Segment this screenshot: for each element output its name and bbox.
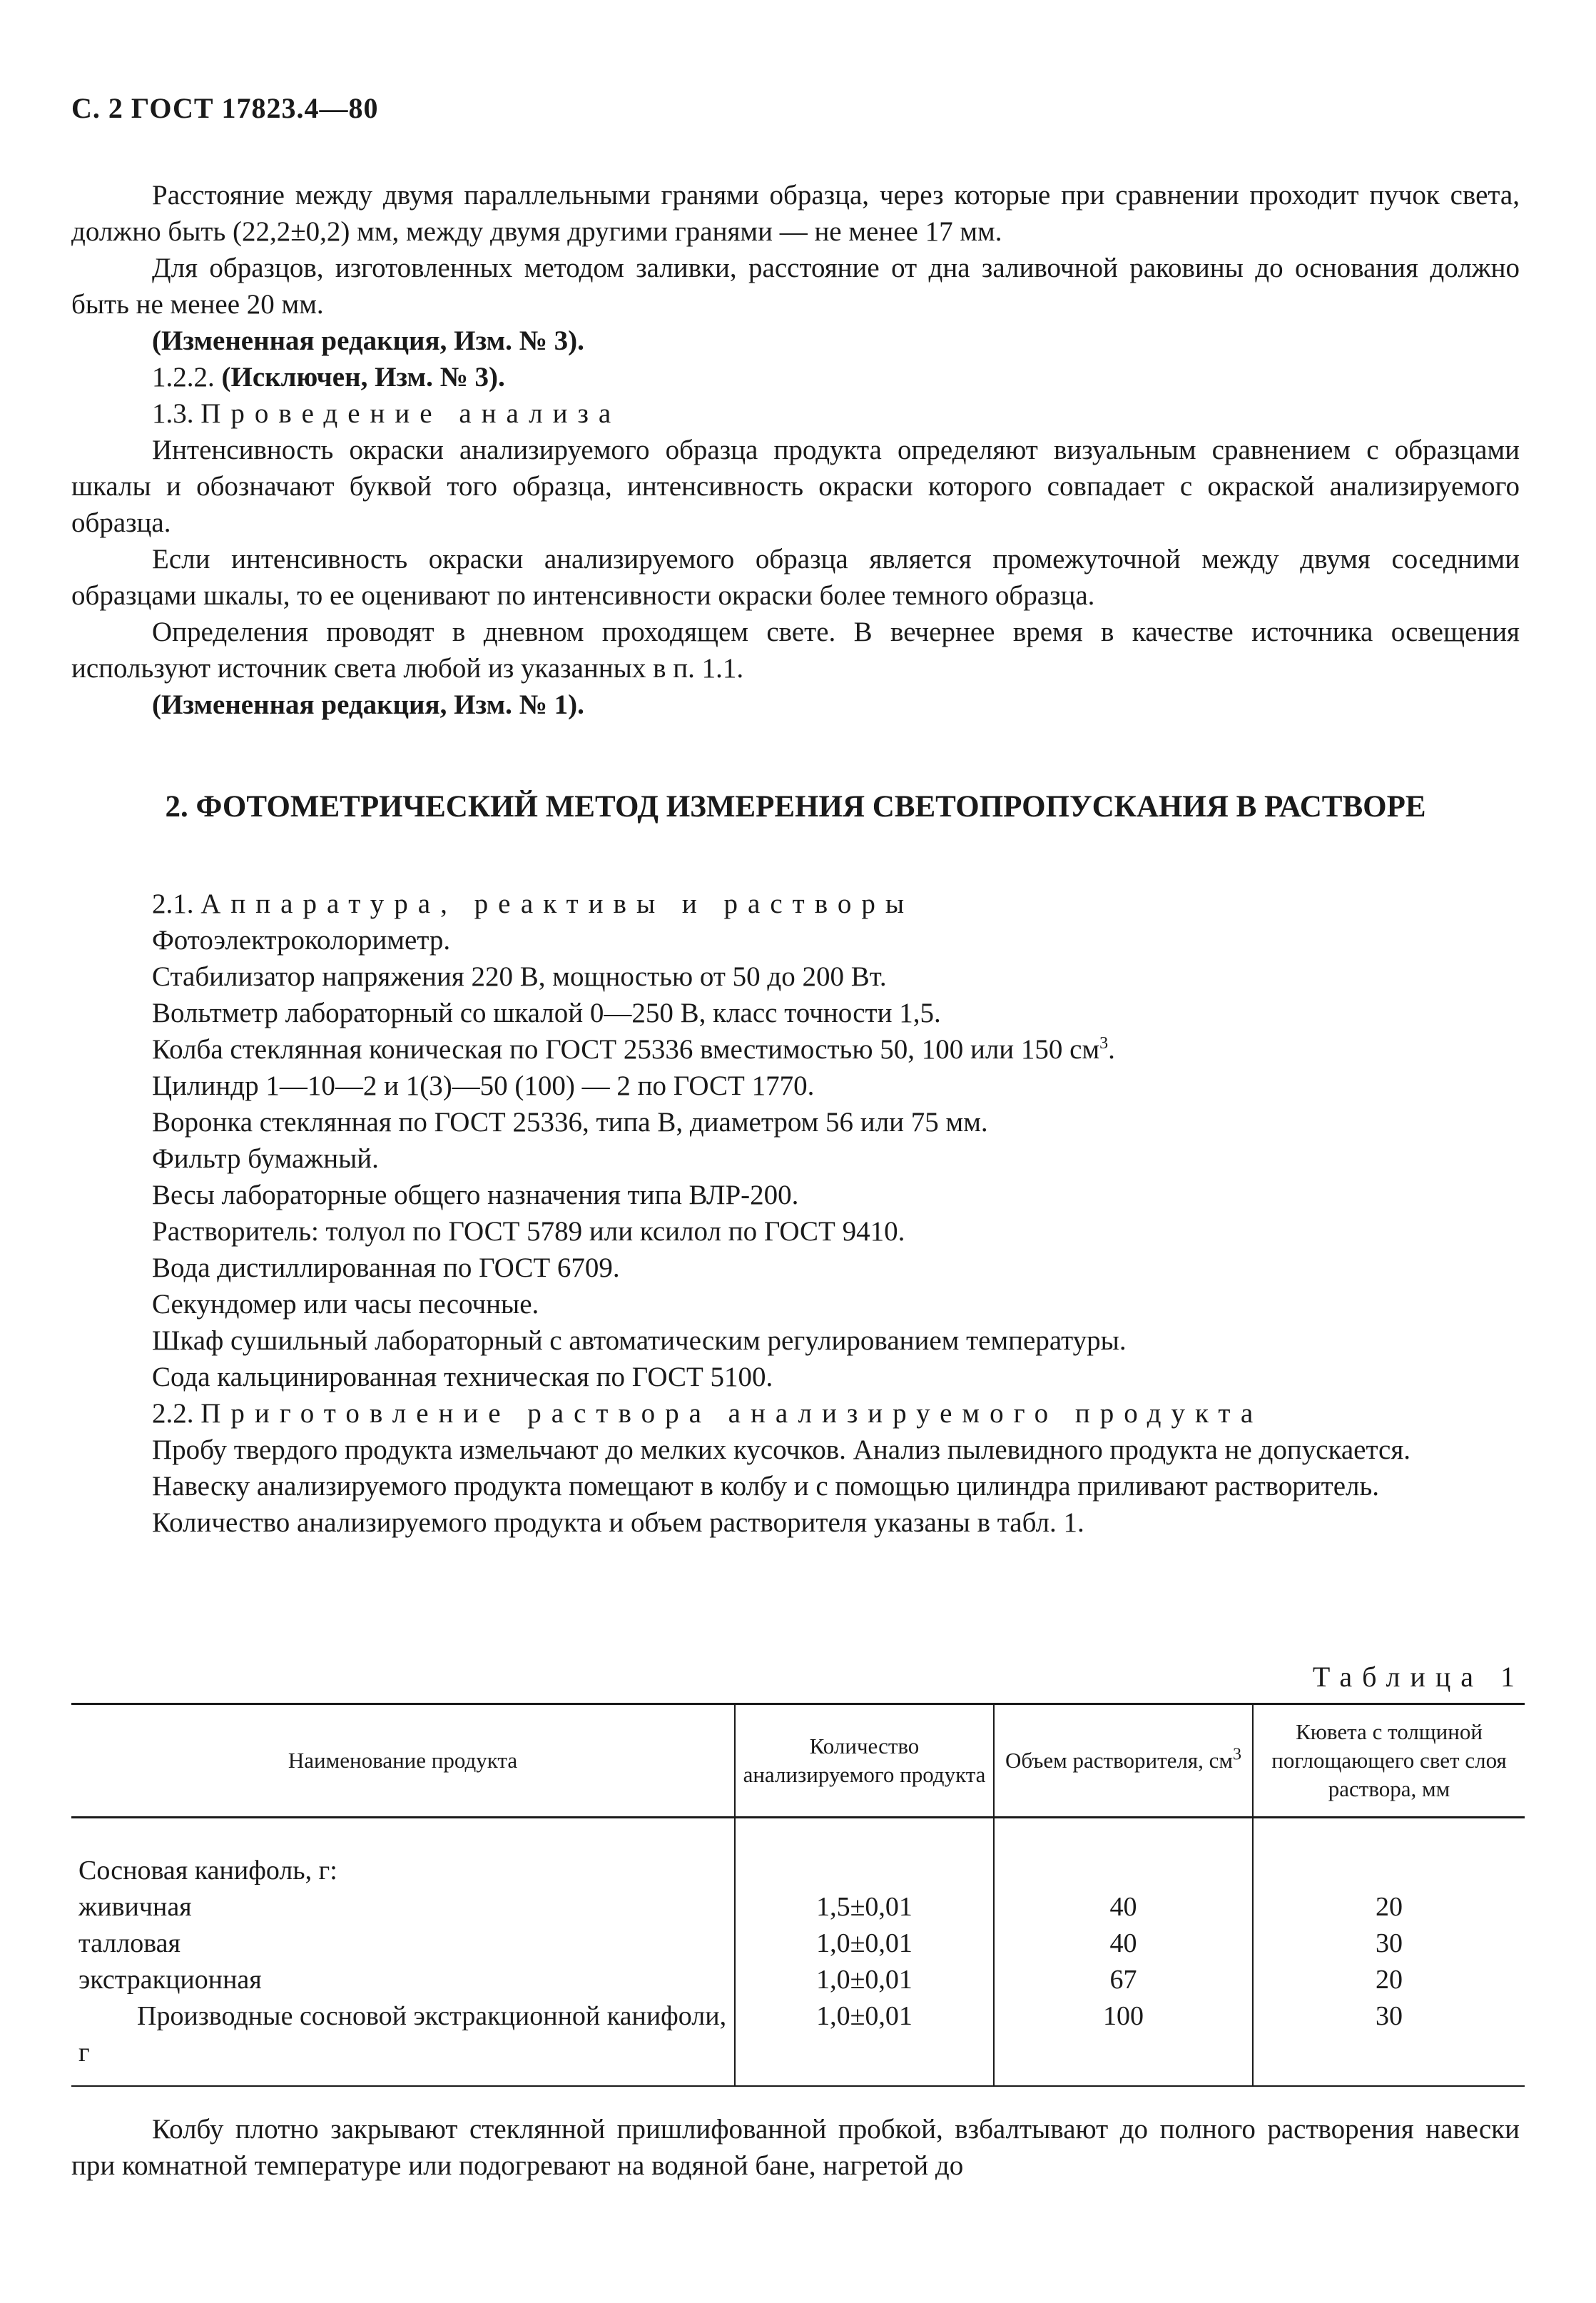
- text-block-1: [71, 177, 1520, 723]
- punctuation: .: [1108, 1034, 1115, 1065]
- paragraph: Пробу твердого продукта измельчают до мелких кусочков. Анализ пылевидного продукта не допускается.: [152, 1434, 1411, 1465]
- cell-volume: 100: [994, 1998, 1253, 2086]
- cell-volume: 40: [994, 1889, 1253, 1925]
- clause-heading: Приготовление раствора анализируемого продукта: [200, 1398, 1264, 1429]
- cell-cuvette: 20: [1253, 1889, 1525, 1925]
- table-caption: Таблица 1: [1312, 1661, 1525, 1693]
- cell-product: Производные сосновой экстракционной канифоли, г: [71, 1998, 735, 2086]
- paragraph: Колбу плотно закрывают стеклянной пришлифованной пробкой, взбалтывают до полного растворения навески при комнатной температуре или подогревают на водяной бане, нагретой до: [71, 2114, 1520, 2181]
- paragraph: Для образцов, изготовленных методом заливки, расстояние от дна заливочной раковины до основания должно быть не менее 20 мм.: [71, 253, 1520, 320]
- cell-cuvette: 30: [1253, 1925, 1525, 1962]
- amendment-note: (Измененная редакция, Изм. № 1).: [152, 689, 584, 720]
- clause-status: (Исключен, Изм. № 3).: [221, 362, 505, 393]
- clause-heading: Аппаратура, реактивы и растворы: [200, 889, 915, 919]
- equipment-item: Вольтметр лабораторный со шкалой 0—250 В, класс точности 1,5.: [152, 998, 941, 1028]
- clause-2-1: [71, 886, 1520, 922]
- page-header: С. 2 ГОСТ 17823.4—80: [71, 92, 379, 124]
- equipment-item: [71, 1031, 1520, 1068]
- table-row: [71, 1818, 1525, 1890]
- table-row: [71, 1998, 1525, 2086]
- cell-quantity: 1,0±0,01: [735, 1925, 994, 1962]
- paragraph: Количество анализируемого продукта и объем растворителя указаны в табл. 1.: [152, 1507, 1084, 1538]
- equipment-item: Стабилизатор напряжения 220 В, мощностью от 50 до 200 Вт.: [152, 961, 887, 992]
- paragraph: Расстояние между двумя параллельными гранями образца, через которые при сравнении проходит пучок света, должно быть (22,2±0,2) мм, между двумя другими гранями — не менее 17 мм.: [71, 180, 1520, 247]
- column-header-product: Наименование продукта: [71, 1704, 735, 1818]
- superscript: 3: [1099, 1034, 1109, 1053]
- column-header-quantity: Количество анализируемого продукта: [735, 1704, 994, 1818]
- cell-quantity: 1,5±0,01: [735, 1889, 994, 1925]
- paragraph: Определения проводят в дневном проходящем свете. В вечернее время в качестве источника освещения используют источник света любой из указанных в п. 1.1.: [71, 617, 1520, 684]
- clause-2-2: [71, 1395, 1520, 1432]
- cell-volume: [994, 1818, 1253, 1890]
- clause-number: 2.2.: [152, 1398, 201, 1429]
- cell-cuvette: [1253, 1818, 1525, 1890]
- clause-1-3: [71, 395, 1520, 432]
- cell-cuvette: 30: [1253, 1998, 1525, 2086]
- text-block-3: [71, 2111, 1520, 2184]
- cell-quantity: 1,0±0,01: [735, 1962, 994, 1998]
- cell-volume: 40: [994, 1925, 1253, 1962]
- equipment-item: Цилиндр 1—10—2 и 1(3)—50 (100) — 2 по ГОСТ 1770.: [152, 1070, 815, 1101]
- equipment-item: Фильтр бумажный.: [152, 1143, 379, 1174]
- column-header-cuvette: Кювета с толщиной поглощающего свет слоя раствора, мм: [1253, 1704, 1525, 1818]
- cell-product: талловая: [78, 1928, 181, 1958]
- superscript: 3: [1233, 1745, 1242, 1764]
- cell-product: живичная: [78, 1892, 192, 1922]
- cell-quantity: [735, 1818, 994, 1890]
- clause-1-2-2: [71, 359, 1520, 395]
- equipment-item: Секундомер или часы песочные.: [152, 1289, 539, 1320]
- column-header-volume-text: Объем растворителя, см: [1005, 1748, 1234, 1773]
- cell-volume: 67: [994, 1962, 1253, 1998]
- clause-number: 1.3.: [152, 398, 201, 429]
- equipment-item: Фотоэлектроколориметр.: [152, 925, 451, 956]
- table-row: [71, 1925, 1525, 1962]
- equipment-item: Шкаф сушильный лабораторный с автоматическим регулированием температуры.: [152, 1325, 1127, 1356]
- table-1: [71, 1703, 1525, 2087]
- equipment-item: Воронка стеклянная по ГОСТ 25336, типа В, диаметром 56 или 75 мм.: [152, 1107, 988, 1138]
- clause-heading: Проведение анализа: [200, 398, 621, 429]
- paragraph: Навеску анализируемого продукта помещают в колбу и с помощью цилиндра приливают растворитель.: [152, 1471, 1380, 1502]
- paragraph: Интенсивность окраски анализируемого образца продукта определяют визуальным сравнением с образцами шкалы и обозначают буквой того образца, интенсивность окраски которого совпадает с окраской анализируемого образца.: [71, 435, 1520, 538]
- cell-product: экстракционная: [78, 1965, 262, 1995]
- table-row: [71, 1962, 1525, 1998]
- paragraph: Если интенсивность окраски анализируемого образца является промежуточной между двумя соседними образцами шкалы, то ее оценивают по интенсивности окраски более темного образца.: [71, 544, 1520, 611]
- clause-number: 2.1.: [152, 889, 201, 919]
- cell-quantity: 1,0±0,01: [735, 1998, 994, 2086]
- cell-cuvette: 20: [1253, 1962, 1525, 1998]
- clause-number: 1.2.2.: [152, 362, 222, 393]
- equipment-item: Сода кальцинированная техническая по ГОСТ 5100.: [152, 1362, 773, 1392]
- table-row: [71, 1889, 1525, 1925]
- equipment-item: Весы лабораторные общего назначения типа ВЛР-200.: [152, 1180, 799, 1210]
- equipment-item: Растворитель: толуол по ГОСТ 5789 или ксилол по ГОСТ 9410.: [152, 1216, 905, 1247]
- equipment-item-text: Колба стеклянная коническая по ГОСТ 25336 вместимостью 50, 100 или 150 см: [152, 1034, 1100, 1065]
- text-block-2: [71, 886, 1520, 1541]
- equipment-item: Вода дистиллированная по ГОСТ 6709.: [152, 1252, 620, 1283]
- section-title: 2. ФОТОМЕТРИЧЕСКИЙ МЕТОД ИЗМЕРЕНИЯ СВЕТОПРОПУСКАНИЯ В РАСТВОРЕ: [165, 790, 1426, 824]
- amendment-note: (Измененная редакция, Изм. № 3).: [152, 325, 584, 356]
- column-header-volume: [994, 1704, 1253, 1818]
- table-header-row: [71, 1704, 1525, 1818]
- cell-product: Сосновая канифоль, г:: [78, 1856, 337, 1886]
